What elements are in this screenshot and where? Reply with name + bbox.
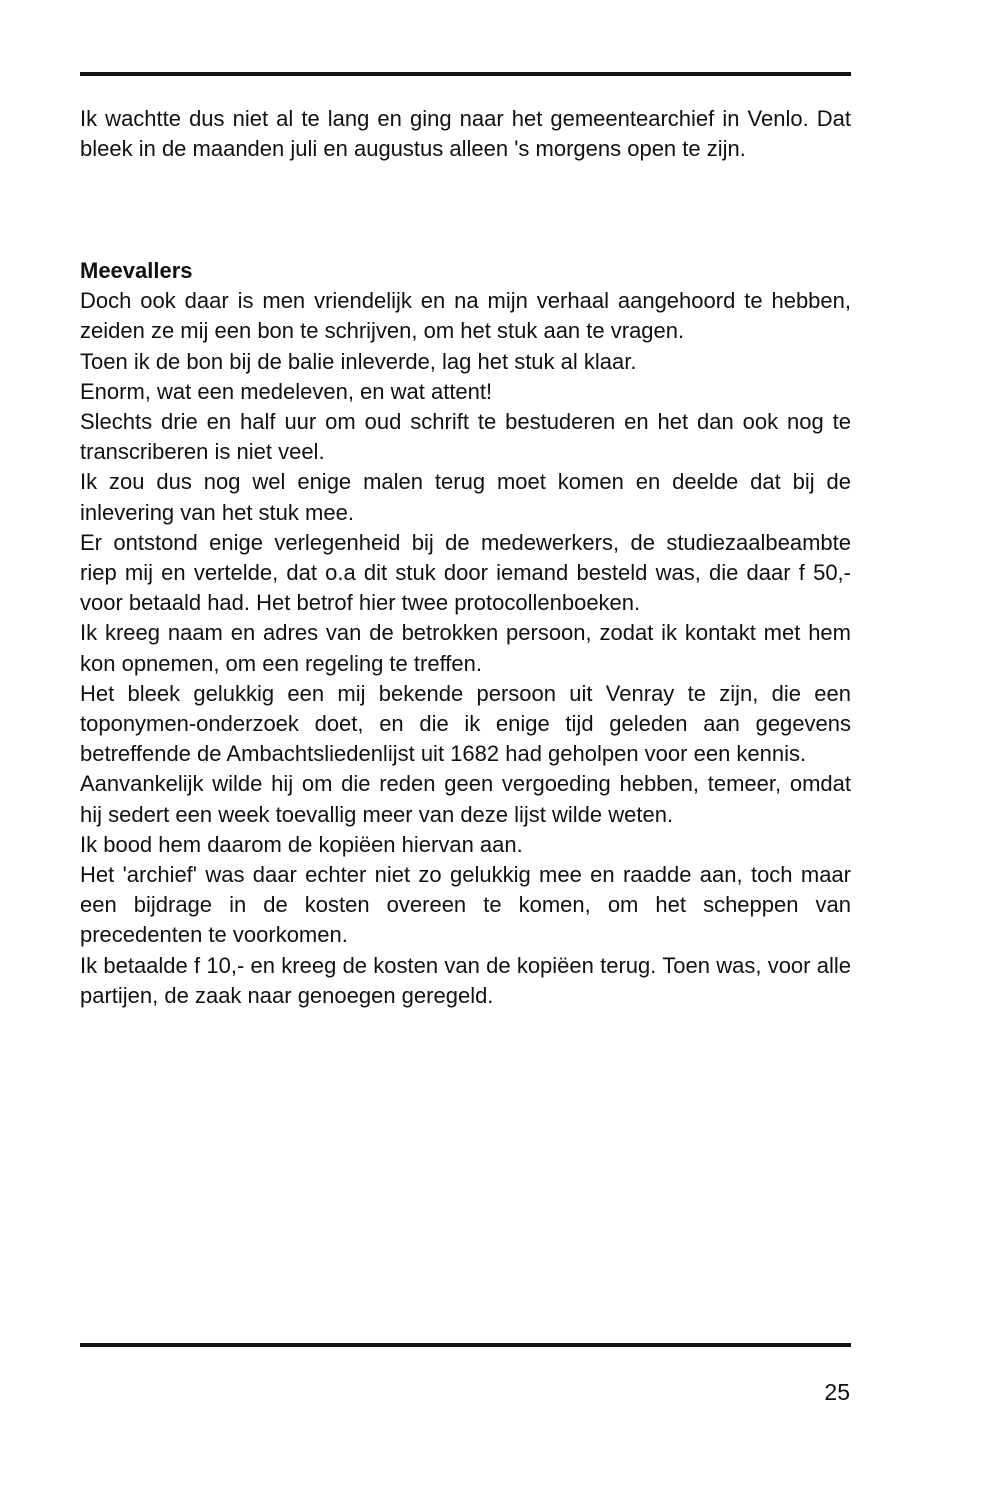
paragraph: Enorm, wat een medeleven, en wat attent! bbox=[80, 378, 493, 404]
paragraph: Ik kreeg naam en adres van de betrokken persoon, zodat ik kontakt met hem kon opnemen, om een regeling te treffen. bbox=[80, 620, 851, 676]
paragraph: Slechts drie en half uur om oud schrift te bestuderen en het dan ook nog te transcriberen is niet veel. bbox=[80, 409, 851, 465]
paragraph: Het 'archief' was daar echter niet zo gelukkig mee en raadde aan, toch maar een bijdrage in de kosten overeen te komen, om het scheppen van precedenten te voorkomen. bbox=[80, 862, 851, 948]
section-meevallers bbox=[80, 256, 851, 1011]
paragraph: Er ontstond enige verlegenheid bij de medewerkers, de studiezaalbeambte riep mij en vertelde, dat o.a dit stuk door iemand besteld was, die daar f 50,- voor betaald had. Het betrof hier twee protocollenboeken. bbox=[80, 529, 851, 616]
paragraph: Ik betaalde f 10,- en kreeg de kosten van de kopiëen terug. Toen was, voor alle partijen, de zaak naar genoegen geregeld. bbox=[80, 952, 851, 1008]
paragraph: Ik bood hem daarom de kopiëen hiervan aan. bbox=[80, 831, 523, 857]
paragraph: Doch ook daar is men vriendelijk en na mijn verhaal aangehoord te hebben, zeiden ze mij een bon te schrijven, om het stuk aan te vragen. bbox=[80, 288, 851, 344]
page-number: 25 bbox=[824, 1379, 850, 1405]
bottom-rule bbox=[80, 1343, 851, 1347]
paragraph: Ik zou dus nog wel enige malen terug moet komen en deelde dat bij de inlevering van het stuk mee. bbox=[80, 469, 851, 525]
paragraph: Het bleek gelukkig een mij bekende persoon uit Venray te zijn, die een toponymen-onderzoek doet, en die ik enige tijd geleden aan gegevens betreffende de Ambachtsliedenlijst uit 1682 had geholpen voor een kennis. bbox=[80, 680, 851, 767]
paragraph: Aanvankelijk wilde hij om die reden geen vergoeding hebben, temeer, omdat hij sedert een week toevallig meer van deze lijst wilde weten. bbox=[80, 771, 851, 827]
intro-paragraph: Ik wachtte dus niet al te lang en ging naar het gemeentearchief in Venlo. Dat bleek in de maanden juli en augustus alleen 's morgens open te zijn. bbox=[80, 106, 851, 162]
paragraph: Toen ik de bon bij de balie inleverde, lag het stuk al klaar. bbox=[80, 348, 637, 374]
intro-text bbox=[80, 104, 851, 164]
section-heading: Meevallers bbox=[80, 258, 193, 283]
top-rule bbox=[80, 72, 851, 76]
